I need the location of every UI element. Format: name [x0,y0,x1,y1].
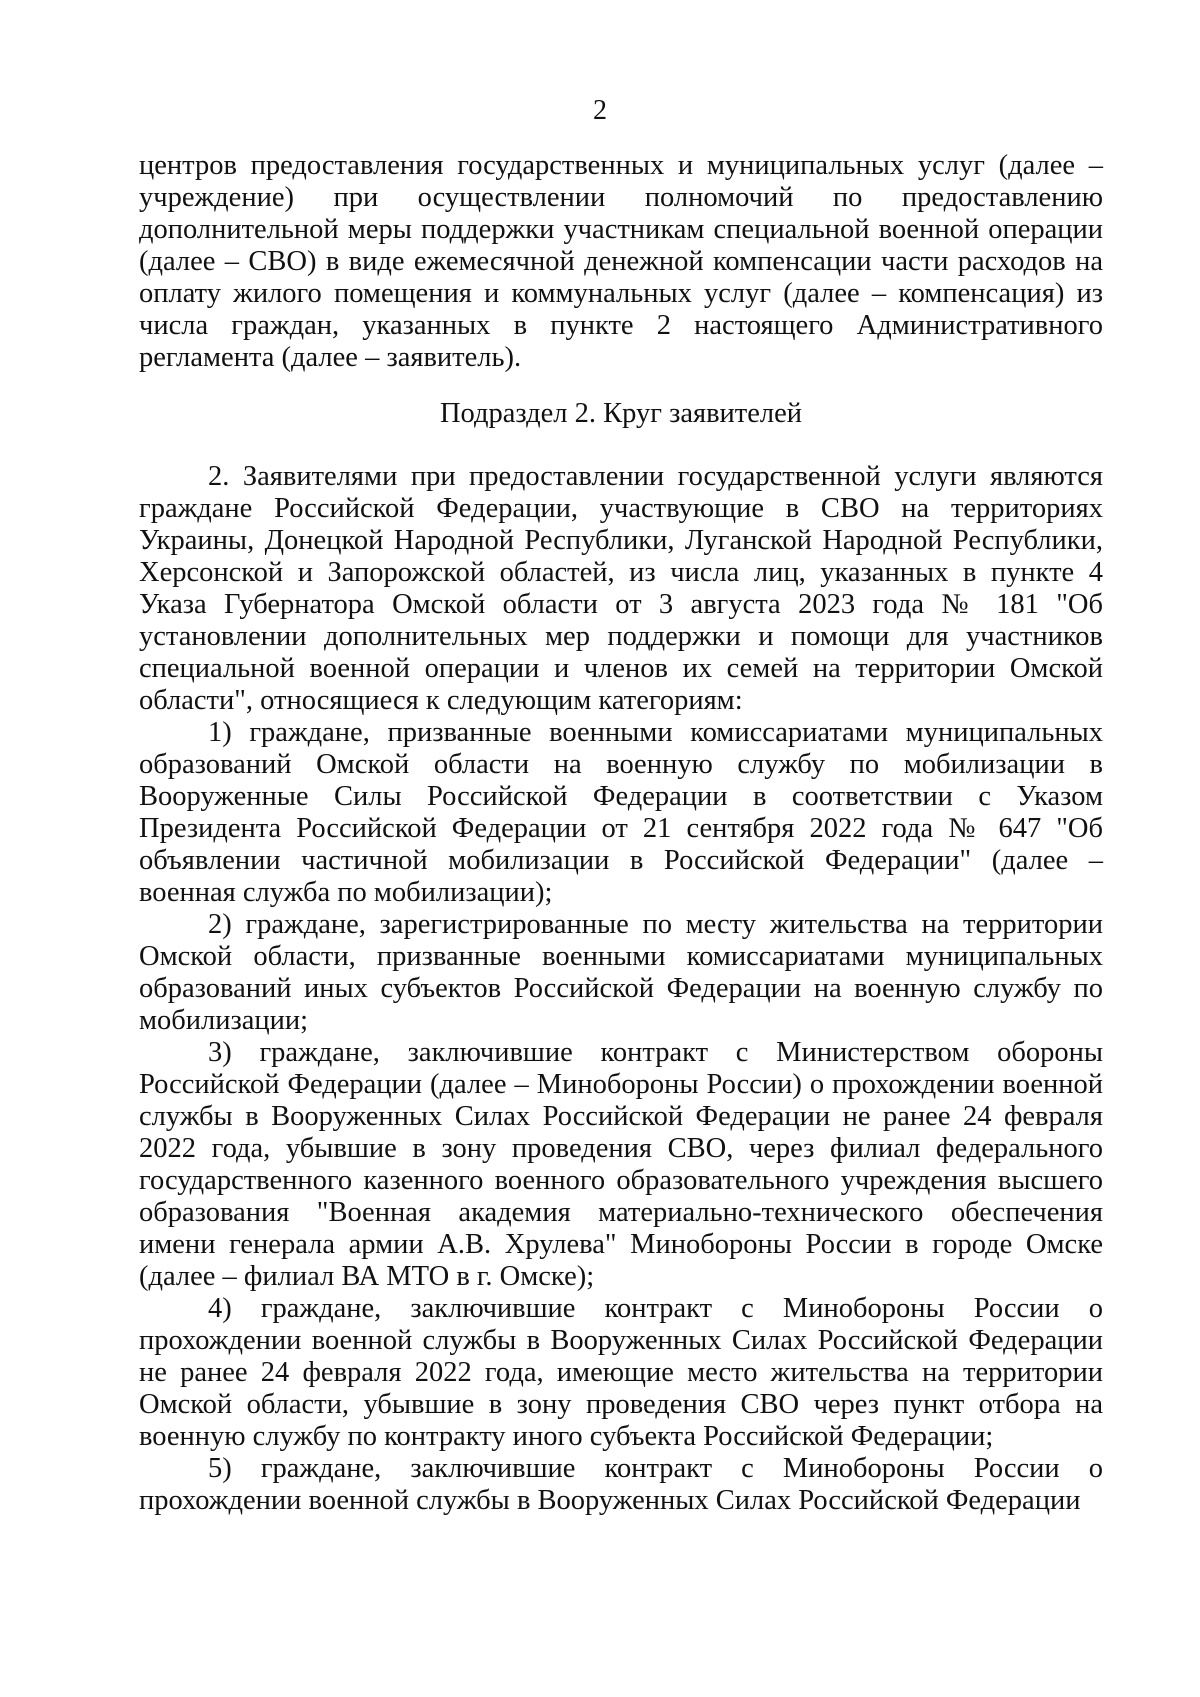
paragraph-item-2: 2. Заявителями при предоставлении государственной услуги являются граждане Российской Федерации, участвующие в СВО на территориях Украины, Донецкой Народной Республики, Луганской Народной Республики, Херсонской и Запорожской областей, из числа лиц, указанных в пункте 4 Указа Губернатора Омской области от 3 августа 2023 года № 181 "Об установлении дополнительных мер поддержки и помощи для участников специальной военной операции и членов их семей на территории Омской области", относящиеся к следующим категориям: [139,461,1103,716]
list-item-4: 4) граждане, заключившие контракт с Минобороны России о прохождении военной службы в Вооруженных Силах Российской Федерации не ранее 24 февраля 2022 года, имеющие место жительства на территории Омской области, убывшие в зону проведения СВО через пункт отбора на военную службу по контракту иного субъекта Российской Федерации; [139,1293,1103,1452]
list-item-2: 2) граждане, зарегистрированные по месту жительства на территории Омской области, призванные военными комиссариатами муниципальных образований иных субъектов Российской Федерации на военную службу по мобилизации; [139,909,1103,1036]
paragraph-intro-continuation: центров предоставления государственных и муниципальных услуг (далее – учреждение) при осуществлении полномочий по предоставлению дополнительной меры поддержки участникам специальной военной операции (далее – СВО) в виде ежемесячной денежной компенсации части расходов на оплату жилого помещения и коммунальных услуг (далее – компенсация) из числа граждан, указанных в пункте 2 настоящего Административного регламента (далее – заявитель). [139,150,1103,373]
list-item-1: 1) граждане, призванные военными комиссариатами муниципальных образований Омской области на военную службу по мобилизации в Вооруженные Силы Российской Федерации в соответствии с Указом Президента Российской Федерации от 21 сентября 2022 года № 647 "Об объявлении частичной мобилизации в Российской Федерации" (далее – военная служба по мобилизации); [139,717,1103,908]
document-body [139,150,1103,1517]
page-number: 2 [593,95,607,126]
section-heading: Подраздел 2. Круг заявителей [439,398,803,429]
list-item-5: 5) граждане, заключившие контракт с Минобороны России о прохождении военной службы в Вооруженных Силах Российской Федерации [139,1453,1103,1516]
list-item-3: 3) граждане, заключившие контракт с Министерством обороны Российской Федерации (далее – Минобороны России) о прохождении военной службы в Вооруженных Силах Российской Федерации не ранее 24 февраля 2022 года, убывшие в зону проведения СВО, через филиал федерального государственного казенного военного образовательного учреждения высшего образования "Военная академия материально-технического обеспечения имени генерала армии А.В. Хрулева" Минобороны России в городе Омске (далее – филиал ВА МТО в г. Омске); [139,1037,1103,1292]
